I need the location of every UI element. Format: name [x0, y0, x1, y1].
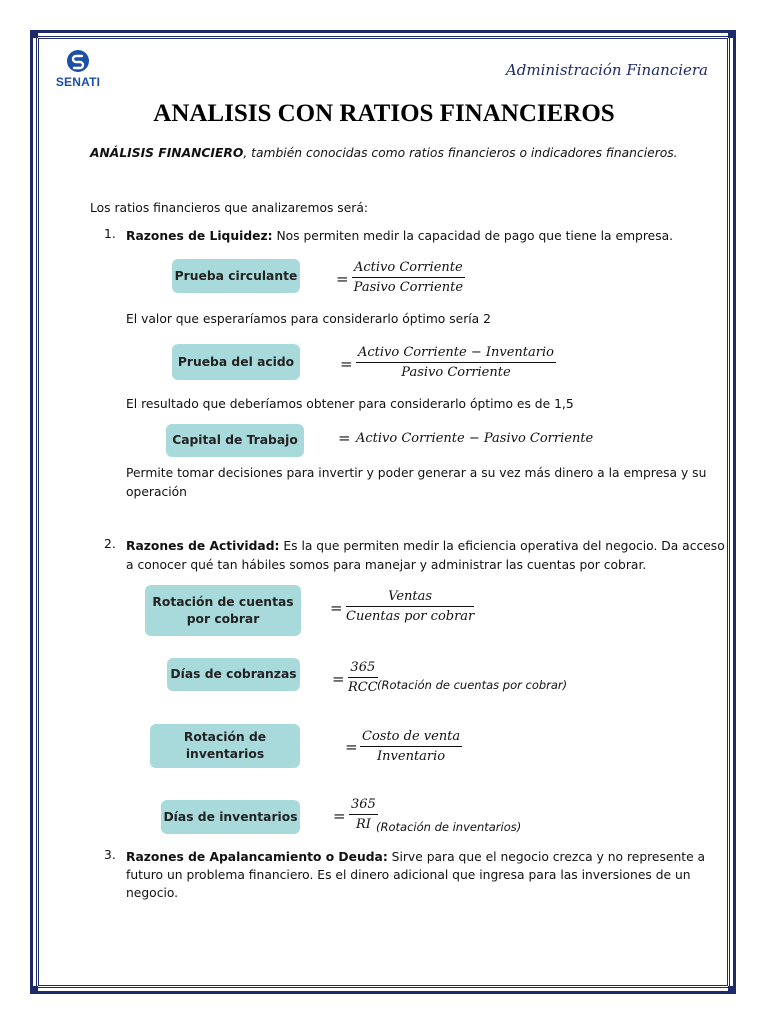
section-number: 3.: [104, 848, 116, 862]
section-text: Es la que permiten medir la eficiencia operativa del negocio. Da acceso: [279, 539, 725, 553]
intro-rest: , también conocidas como ratios financieros o indicadores financieros.: [243, 146, 678, 160]
fraction-denominator: Pasivo Corriente: [353, 280, 464, 295]
equals-sign: =: [330, 599, 343, 617]
ratio-abbreviation-note: (Rotación de cuentas por cobrar): [377, 678, 568, 692]
equals-sign: =: [340, 355, 353, 373]
border-corner: [30, 986, 38, 994]
equals-sign: =: [345, 738, 358, 756]
fraction-denominator: RCC: [348, 680, 378, 695]
ratio-fraction: [352, 260, 465, 295]
ratio-label-box: Días de inventarios: [161, 800, 300, 834]
ratio-fraction: [346, 589, 474, 624]
intro-bold: ANÁLISIS FINANCIERO: [90, 146, 244, 160]
fraction-denominator: Inventario: [377, 749, 446, 764]
border-corner: [728, 30, 736, 38]
ratio-fraction: [348, 660, 378, 695]
ratio-note: operación: [126, 485, 187, 499]
ratio-fraction: [349, 797, 378, 832]
section-2-text: [126, 537, 725, 555]
box-label-line: Rotación de: [183, 730, 267, 744]
ratio-label-box: Prueba del acido: [172, 344, 300, 380]
ratio-label-box: Prueba circulante: [172, 259, 300, 293]
fraction-numerator: Ventas: [346, 589, 474, 607]
border-corner: [30, 30, 38, 38]
box-label-line: inventarios: [185, 747, 265, 761]
equals-sign: =: [336, 270, 349, 288]
section-text: futuro un problema financiero. Es el dinero adicional que ingresa para las inversiones de un: [126, 868, 691, 882]
ratio-fraction: [356, 345, 556, 380]
fraction-denominator: Cuentas por cobrar: [346, 609, 475, 624]
ratio-note: El valor que esperaríamos para considerarlo óptimo sería 2: [126, 312, 491, 326]
fraction-numerator: 365: [349, 797, 378, 815]
section-heading: Razones de Liquidez:: [126, 229, 273, 243]
ratio-note: Permite tomar decisiones para invertir y poder generar a su vez más dinero a la empresa y su: [126, 466, 707, 480]
section-text: negocio.: [126, 886, 179, 900]
box-label-line: por cobrar: [186, 611, 260, 626]
section-heading: Razones de Actividad:: [126, 539, 280, 553]
ratio-note: El resultado que deberíamos obtener para considerarlo óptimo es de 1,5: [126, 397, 574, 411]
section-number: 1.: [104, 227, 116, 241]
ratio-fraction: [360, 729, 462, 764]
border-corner: [728, 986, 736, 994]
equals-sign: =: [332, 670, 345, 688]
fraction-numerator: Costo de venta: [360, 729, 462, 747]
ratio-label-box: [150, 724, 300, 768]
senati-logo: [52, 50, 104, 89]
section-1-text: [126, 227, 673, 245]
section-text: Nos permiten medir la capacidad de pago que tiene la empresa.: [272, 229, 674, 243]
logo-emblem-icon: [67, 50, 89, 72]
fraction-denominator: Pasivo Corriente: [401, 365, 511, 380]
page-border-inner: [36, 36, 730, 988]
fraction-numerator: 365: [348, 660, 378, 678]
equals-sign: =: [333, 807, 346, 825]
ratio-label-box: [145, 585, 301, 636]
box-label-line: Rotación de cuentas: [152, 594, 294, 609]
logo-text: SENATI: [55, 75, 101, 89]
ratio-label-box: Días de cobranzas: [167, 658, 300, 691]
fraction-denominator: RI: [355, 817, 371, 832]
equals-sign: =: [338, 429, 351, 447]
ratio-expression: Activo Corriente − Pasivo Corriente: [356, 431, 594, 446]
fraction-numerator: Activo Corriente − Inventario: [356, 345, 556, 363]
ratio-label-box: Capital de Trabajo: [166, 424, 304, 457]
page-title: ANALISIS CON RATIOS FINANCIEROS: [153, 100, 615, 127]
section-text: Sirve para que el negocio crezca y no represente a: [387, 850, 706, 864]
ratio-abbreviation-note: (Rotación de inventarios): [376, 820, 522, 834]
fraction-numerator: Activo Corriente: [352, 260, 465, 278]
section-heading: Razones de Apalancamiento o Deuda:: [126, 850, 388, 864]
header-course-title: Administración Financiera: [505, 61, 708, 79]
intro-paragraph: [90, 144, 678, 162]
lead-paragraph: Los ratios financieros que analizaremos será:: [90, 201, 369, 215]
section-3-text: [126, 848, 705, 866]
section-number: 2.: [104, 537, 116, 551]
section-text: a conocer qué tan hábiles somos para manejar y administrar las cuentas por cobrar.: [126, 558, 647, 572]
